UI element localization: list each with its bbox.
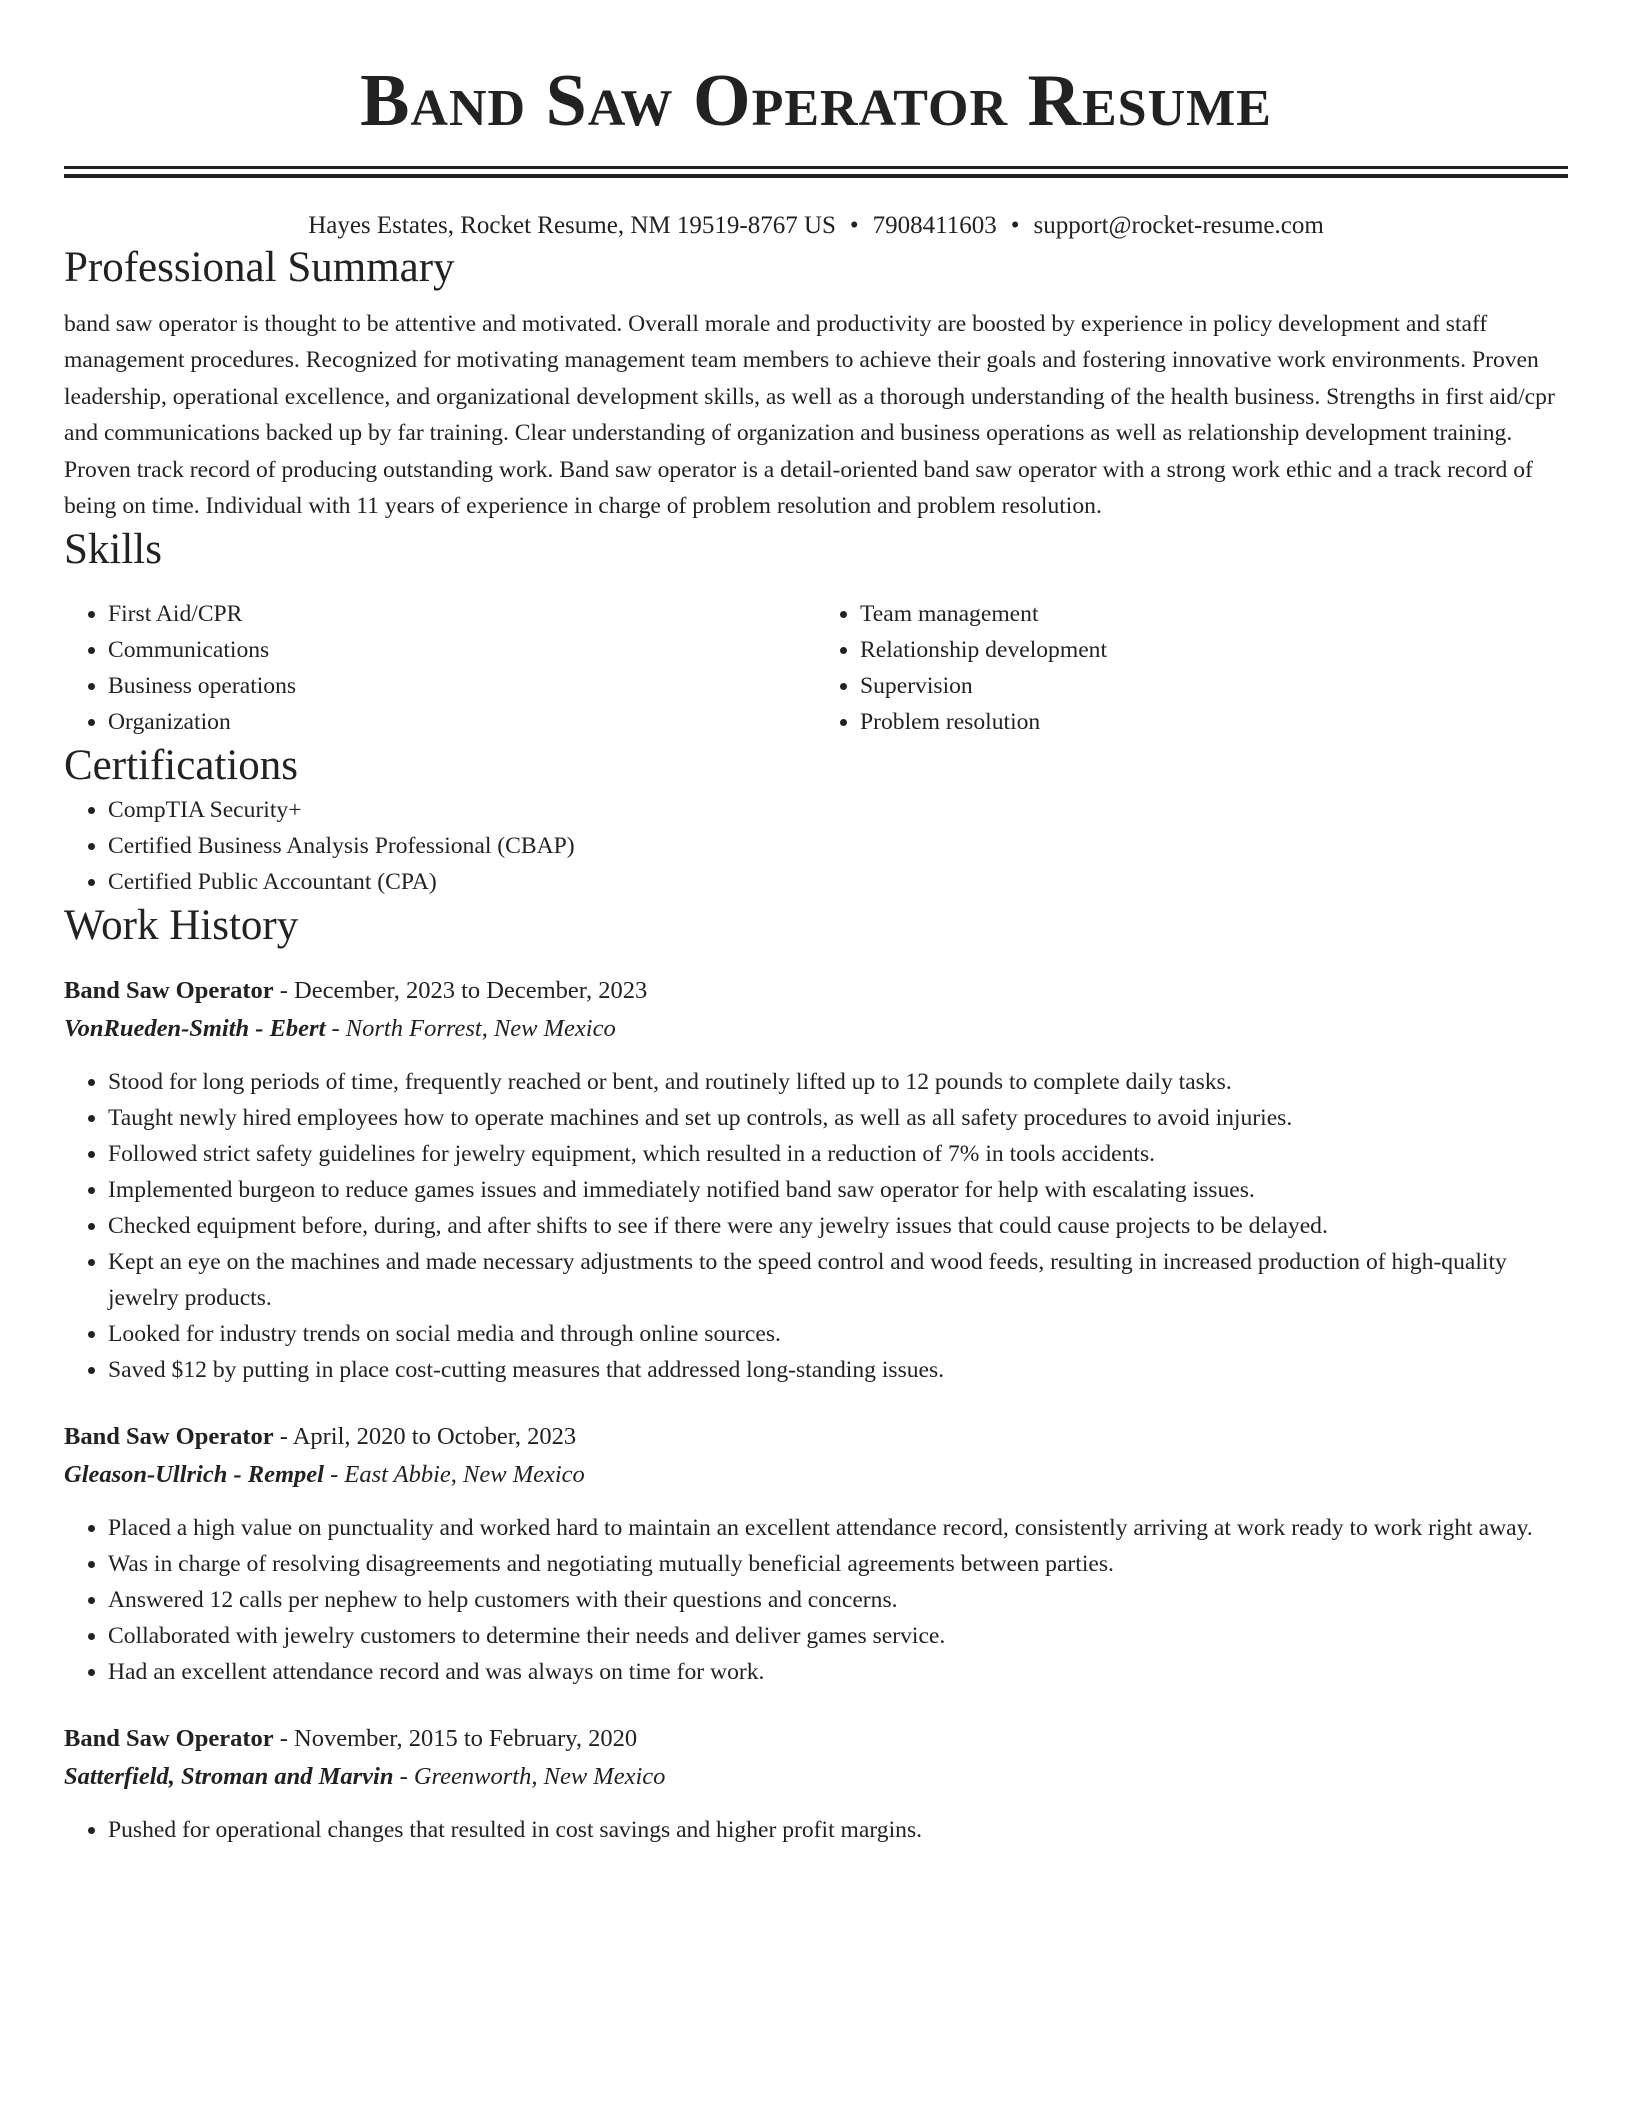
skill-item: • Team management xyxy=(860,596,1568,632)
job-duty-item: • Saved $12 by putting in place cost-cutting measures that addressed long-standing issues. xyxy=(108,1352,1568,1388)
job-duty-item: • Looked for industry trends on social media and through online sources. xyxy=(108,1316,1568,1352)
job-title: Band Saw Operator xyxy=(64,977,274,1005)
job-entry xyxy=(64,972,1568,1388)
certification-item: • CompTIA Security+ xyxy=(108,792,1568,828)
summary-heading: Professional Summary xyxy=(64,244,455,291)
job-duty-item: • Followed strict safety guidelines for jewelry equipment, which resulted in a reduction of 7% in tools accidents. xyxy=(108,1136,1568,1172)
job-entry xyxy=(64,1418,1568,1690)
skill-item: • Supervision xyxy=(860,668,1568,704)
skill-item: • Communications xyxy=(108,632,816,668)
skill-item: • First Aid/CPR xyxy=(108,596,816,632)
job-duty-item: • Answered 12 calls per nephew to help customers with their questions and concerns. xyxy=(108,1582,1568,1618)
skills-column-left xyxy=(64,596,816,740)
skills-list xyxy=(64,596,1568,740)
skill-item: • Problem resolution xyxy=(860,704,1568,740)
job-duty-item: • Kept an eye on the machines and made necessary adjustments to the speed control and wood feeds, resulting in increased production of high-quality jewelry products. xyxy=(108,1244,1568,1316)
job-company: Gleason-Ullrich - Rempel xyxy=(64,1461,324,1489)
job-location: - North Forrest, New Mexico xyxy=(325,1015,616,1043)
job-duties xyxy=(64,1510,1568,1690)
certifications-heading: Certifications xyxy=(64,742,299,790)
job-duty-item: • Pushed for operational changes that resulted in cost savings and higher profit margins. xyxy=(108,1812,1568,1848)
contact-separator: • xyxy=(849,212,859,239)
title-divider xyxy=(64,166,1568,178)
job-header xyxy=(64,972,1568,1010)
skills-heading: Skills xyxy=(64,526,162,574)
job-title: Band Saw Operator xyxy=(64,1725,274,1753)
job-duty-item: • Was in charge of resolving disagreements and negotiating mutually beneficial agreements between parties. xyxy=(108,1546,1568,1582)
job-duty-item: • Collaborated with jewelry customers to determine their needs and deliver games service. xyxy=(108,1618,1568,1654)
certifications-list xyxy=(64,792,1568,900)
job-company: VonRueden-Smith - Ebert xyxy=(64,1015,326,1043)
job-location: - East Abbie, New Mexico xyxy=(323,1461,585,1489)
job-dates: - April, 2020 to October, 2023 xyxy=(273,1423,577,1451)
job-dates: - November, 2015 to February, 2020 xyxy=(273,1725,638,1753)
job-duty-item: • Taught newly hired employees how to operate machines and set up controls, as well as all safety procedures to avoid injuries. xyxy=(108,1100,1568,1136)
job-duty-item: • Stood for long periods of time, frequently reached or bent, and routinely lifted up to 12 pounds to complete daily tasks. xyxy=(108,1064,1568,1100)
contact-separator: • xyxy=(1010,212,1020,239)
job-employer xyxy=(64,1758,1568,1796)
skills-column-right xyxy=(816,596,1568,740)
job-duties xyxy=(64,1812,1568,1848)
work-history-heading: Work History xyxy=(64,902,299,950)
certification-item: • Certified Public Accountant (CPA) xyxy=(108,864,1568,900)
job-location: - Greenworth, New Mexico xyxy=(393,1763,666,1791)
job-header xyxy=(64,1418,1568,1456)
job-employer xyxy=(64,1010,1568,1048)
job-entry xyxy=(64,1720,1568,1848)
contact-phone: 7908411603 xyxy=(872,212,997,239)
summary-text: band saw operator is thought to be attentive and motivated. Overall morale and productivity are boosted by experience in policy development and staff management procedures. Recognized for motivating management team members to achieve their goals and fostering innovative work environments. Proven leadership, operational excellence, and organizational development skills, as well as a thorough understanding of the health business. Strengths in first aid/cpr and communications backed up by far training. Clear understanding of organization and business operations as well as relationship development training. Proven track record of producing outstanding work. Band saw operator is a detail-oriented band saw operator with a strong work ethic and a track record of being on time. Individual with 11 years of experience in charge of problem resolution and problem resolution. xyxy=(64,311,1555,520)
job-duty-item: • Had an excellent attendance record and was always on time for work. xyxy=(108,1654,1568,1690)
contact-email: support@rocket-resume.com xyxy=(1033,212,1324,239)
job-company: Satterfield, Stroman and Marvin xyxy=(64,1763,394,1791)
skill-item: • Relationship development xyxy=(860,632,1568,668)
contact-line xyxy=(64,210,1568,242)
contact-address: Hayes Estates, Rocket Resume, NM 19519-8767 US xyxy=(308,212,836,239)
job-employer xyxy=(64,1456,1568,1494)
skill-item: • Business operations xyxy=(108,668,816,704)
skill-item: • Organization xyxy=(108,704,816,740)
job-duty-item: • Implemented burgeon to reduce games issues and immediately notified band saw operator for help with escalating issues. xyxy=(108,1172,1568,1208)
job-header xyxy=(64,1720,1568,1758)
job-duty-item: • Checked equipment before, during, and after shifts to see if there were any jewelry issues that could cause projects to be delayed. xyxy=(108,1208,1568,1244)
page-title: Band Saw Operator Resume xyxy=(360,60,1272,142)
job-dates: - December, 2023 to December, 2023 xyxy=(273,977,648,1005)
job-duties xyxy=(64,1064,1568,1388)
job-title: Band Saw Operator xyxy=(64,1423,274,1451)
job-duty-item: • Placed a high value on punctuality and worked hard to maintain an excellent attendance record, consistently arriving at work ready to work right away. xyxy=(108,1510,1568,1546)
certification-item: • Certified Business Analysis Professional (CBAP) xyxy=(108,828,1568,864)
